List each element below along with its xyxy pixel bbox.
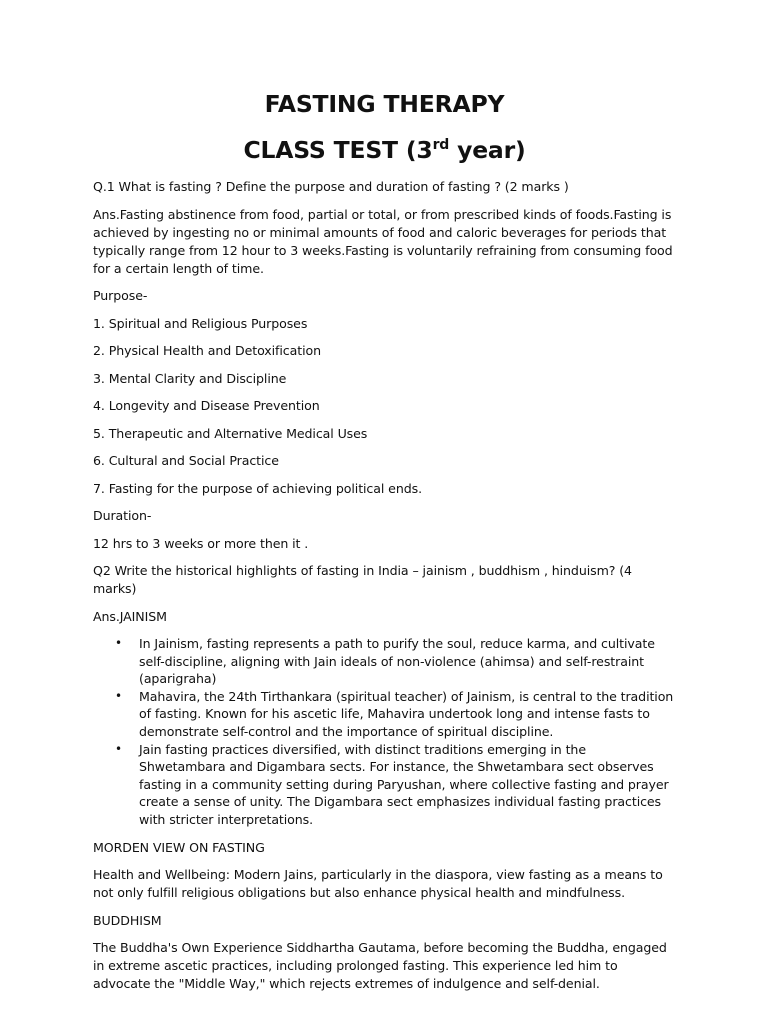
question-2: Q2 Write the historical highlights of fasting in India – jainism , buddhism , hinduism? (4 marks) [93,563,632,596]
answer-1: Ans.Fasting abstinence from food, partial or total, or from prescribed kinds of foods.Fasting is achieved by ingesting no or minimal amounts of food and caloric beverages for periods that typically range from 12 hour to 3 weeks.Fasting is voluntarily refraining from consuming food for a certain length of time. [93,206,673,276]
duration-heading: Duration- [93,508,152,523]
bullet-icon: • [115,688,122,703]
jainism-list [93,635,676,829]
list-item [115,688,676,741]
modern-view-text: Health and Wellbeing: Modern Jains, particularly in the diaspora, view fasting as a means to not only fulfill religious obligations but also enhance physical health and mindfulness. [93,867,663,901]
list-item-text: Mahavira, the 24th Tirthankara (spiritual teacher) of Jainism, is central to the tradition of fasting. Known for his ascetic life, Mahavira undertook long and intense fasts to demonstrate self-control and the importance of spiritual discipline. [139,688,674,739]
subtitle-suffix: year) [449,136,526,164]
subtitle-prefix: CLASS TEST (3 [243,136,433,164]
list-item [115,741,676,829]
document-title: FASTING THERAPY [264,90,505,118]
list-item-text: Jain fasting practices diversified, with distinct traditions emerging in the Shwetambara and Digambara sects. For instance, the Shwetambara sect observes fasting in a community setting during Paryushan, where collective fasting and prayer create a sense of unity. The Digambara sect emphasizes individual fasting practices with stricter interpretations. [139,741,669,827]
purpose-item: 4. Longevity and Disease Prevention [93,398,320,413]
list-item [115,635,676,688]
purpose-item: 6. Cultural and Social Practice [93,453,279,468]
buddhism-text: The Buddha's Own Experience Siddhartha Gautama, before becoming the Buddha, engaged in extreme ascetic practices, including prolonged fasting. This experience led him to advocate the "Middle Way," which rejects extremes of indulgence and self-denial. [93,940,667,992]
subtitle-superscript: rd [432,137,450,153]
bullet-icon: • [115,741,122,756]
list-item-text: In Jainism, fasting represents a path to purify the soul, reduce karma, and cultivate self-discipline, aligning with Jain ideals of non-violence (ahimsa) and self-restraint (aparigraha) [139,636,655,687]
duration-text: 12 hrs to 3 weeks or more then it . [93,535,309,551]
purpose-item: 2. Physical Health and Detoxification [93,343,321,358]
purpose-item: 5. Therapeutic and Alternative Medical Uses [93,425,368,441]
jainism-heading: Ans.JAINISM [93,608,167,624]
document-subtitle [93,134,676,166]
question-1: Q.1 What is fasting ? Define the purpose and duration of fasting ? (2 marks ) [93,179,569,194]
modern-view-heading: MORDEN VIEW ON FASTING [93,839,265,855]
purpose-heading: Purpose- [93,288,148,303]
bullet-icon: • [115,636,122,650]
purpose-item: 1. Spiritual and Religious Purposes [93,315,308,331]
buddhism-heading: BUDDHISM [93,912,162,928]
purpose-item: 3. Mental Clarity and Discipline [93,370,287,386]
purpose-item: 7. Fasting for the purpose of achieving political ends. [93,480,422,496]
